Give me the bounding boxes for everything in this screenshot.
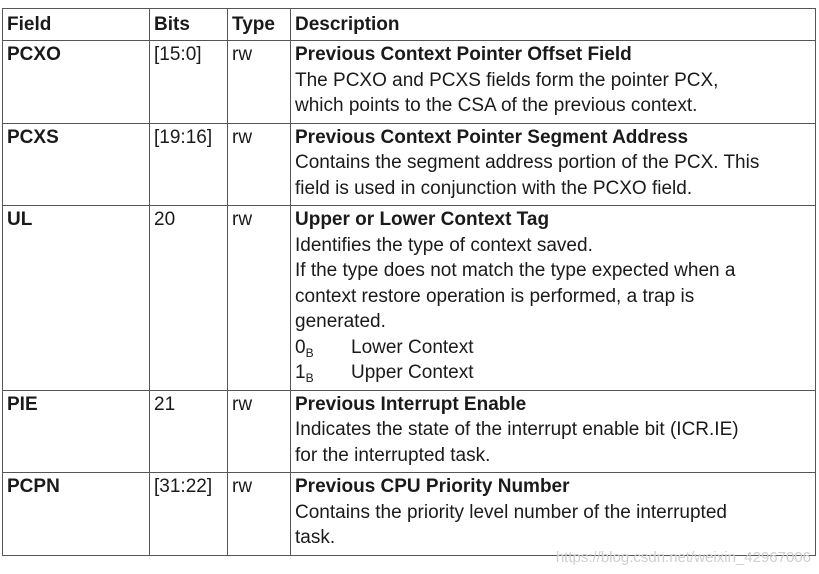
field-type: rw [228, 123, 291, 206]
encoding-base: B [305, 345, 314, 360]
field-bits: 21 [150, 390, 228, 473]
field-name: UL [3, 206, 150, 391]
field-description [291, 390, 816, 473]
field-description [291, 123, 816, 206]
field-bits: [31:22] [150, 473, 228, 556]
header-field: Field [3, 9, 150, 41]
description-line: which points to the CSA of the previous context. [295, 95, 698, 116]
field-description [291, 206, 816, 391]
description-line: If the type does not match the type expected when a [295, 260, 736, 281]
description-line: task. [295, 527, 336, 548]
encoding-value: 1 [295, 362, 306, 383]
description-line: field is used in conjunction with the PCXO field. [295, 177, 693, 199]
description-line: Contains the priority level number of the interrupted [295, 501, 727, 523]
field-bits: [19:16] [150, 123, 228, 206]
description-title: Previous Context Pointer Segment Address [295, 126, 689, 148]
field-type: rw [228, 206, 291, 391]
watermark-url: https://blog.csdn.net/weixin_42967006 [555, 549, 811, 566]
field-type: rw [228, 41, 291, 124]
description-line: context restore operation is performed, a trap is [295, 285, 695, 307]
field-bits: 20 [150, 206, 228, 391]
encoding-value: 0 [295, 336, 306, 358]
description-line: The PCXO and PCXS fields form the pointer PCX, [295, 69, 719, 91]
table-row [3, 206, 816, 391]
field-name: PIE [3, 390, 150, 473]
field-name: PCXS [3, 123, 150, 206]
description-title: Previous CPU Priority Number [295, 476, 570, 497]
encoding-entry [295, 335, 811, 361]
field-description [291, 473, 816, 556]
table-row [3, 390, 816, 473]
field-bits: [15:0] [150, 41, 228, 124]
encoding-entry [295, 360, 811, 386]
table-row [3, 473, 816, 556]
field-type: rw [228, 390, 291, 473]
table-header-row [3, 9, 816, 41]
description-title: Upper or Lower Context Tag [295, 209, 550, 230]
description-line: for the interrupted task. [295, 444, 491, 466]
field-name: PCXO [3, 41, 150, 124]
encoding-meaning: Lower Context [351, 336, 474, 358]
description-line: Identifies the type of context saved. [295, 234, 593, 256]
field-description [291, 41, 816, 124]
field-type: rw [228, 473, 291, 556]
description-title: Previous Interrupt Enable [295, 393, 527, 415]
description-title: Previous Context Pointer Offset Field [295, 44, 632, 65]
header-description: Description [291, 9, 816, 41]
encoding-meaning: Upper Context [351, 362, 474, 383]
header-bits: Bits [150, 9, 228, 41]
header-type: Type [228, 9, 291, 41]
table-row [3, 123, 816, 206]
register-field-table [2, 8, 816, 556]
description-line: Contains the segment address portion of the PCX. This [295, 152, 760, 173]
encoding-base: B [305, 371, 314, 385]
field-name: PCPN [3, 473, 150, 556]
description-line: generated. [295, 311, 386, 332]
description-line: Indicates the state of the interrupt enable bit (ICR.IE) [295, 419, 739, 440]
table-row [3, 41, 816, 124]
